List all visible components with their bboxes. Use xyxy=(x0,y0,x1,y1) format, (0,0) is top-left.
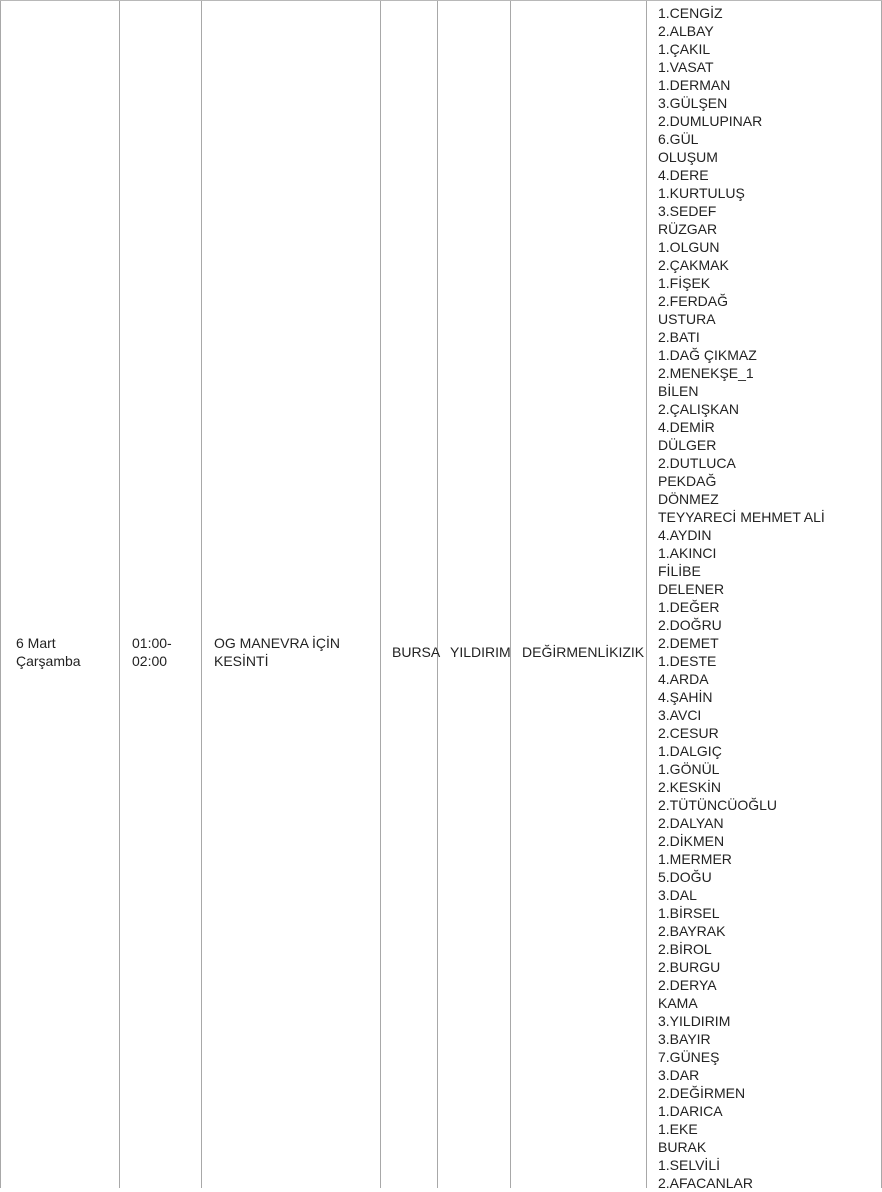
column-divider xyxy=(437,1,438,1188)
street-item: 2.BATI xyxy=(658,329,700,345)
street-item: 5.DOĞU xyxy=(658,869,712,885)
street-item: KAMA xyxy=(658,995,698,1011)
column-divider xyxy=(119,1,120,1188)
street-item: 3.AVCI xyxy=(658,707,702,723)
street-item: 3.SEDEF xyxy=(658,203,717,219)
column-divider xyxy=(510,1,511,1188)
date-day: 6 Mart xyxy=(16,635,56,651)
street-item: 3.DAL xyxy=(658,887,697,903)
column-divider xyxy=(380,1,381,1188)
street-item: 1.DAĞ ÇIKMAZ xyxy=(658,347,757,363)
street-item: USTURA xyxy=(658,311,716,327)
street-item: 2.DUTLUCA xyxy=(658,455,736,471)
street-item: DELENER xyxy=(658,581,725,597)
street-item: PEKDAĞ xyxy=(658,473,717,489)
street-item: 1.FİŞEK xyxy=(658,275,711,291)
reason-line-2: KESİNTİ xyxy=(214,653,269,669)
street-item: 2.BİROL xyxy=(658,941,712,957)
street-item: 2.ALBAY xyxy=(658,23,714,39)
street-item: 6.GÜL xyxy=(658,131,699,147)
street-item: 1.AKINCI xyxy=(658,545,717,561)
date-weekday: Çarşamba xyxy=(16,653,81,669)
street-item: 3.DAR xyxy=(658,1067,700,1083)
street-item: 4.DERE xyxy=(658,167,709,183)
street-item: 2.DEMET xyxy=(658,635,719,651)
street-item: 2.DEĞİRMEN xyxy=(658,1085,746,1101)
city-cell: BURSA xyxy=(392,644,441,660)
time-cell xyxy=(132,634,192,670)
time-end: 02:00 xyxy=(132,653,168,669)
column-divider xyxy=(201,1,202,1188)
street-item: FİLİBE xyxy=(658,563,701,579)
neighborhood-cell: DEĞİRMENLİKIZIK xyxy=(522,644,645,660)
street-item: 2.FERDAĞ xyxy=(658,293,729,309)
street-item: 2.MENEKŞE_1 xyxy=(658,365,754,381)
reason-line-1: OG MANEVRA İÇİN xyxy=(214,635,341,651)
street-item: 1.DESTE xyxy=(658,653,717,669)
street-item: 1.SELVİLİ xyxy=(658,1157,721,1173)
street-item: 1.GÖNÜL xyxy=(658,761,720,777)
district-cell: YILDIRIM xyxy=(450,644,511,660)
street-item: 2.DUMLUPINAR xyxy=(658,113,763,129)
street-item: 1.DARICA xyxy=(658,1103,723,1119)
street-item: 2.KESKİN xyxy=(658,779,722,795)
street-item: 2.ÇALIŞKAN xyxy=(658,401,739,417)
street-item: 1.BİRSEL xyxy=(658,905,720,921)
street-item: 4.ARDA xyxy=(658,671,709,687)
date-cell xyxy=(16,634,111,670)
time-start: 01:00- xyxy=(132,635,172,651)
street-item: OLUŞUM xyxy=(658,149,718,165)
street-item: BİLEN xyxy=(658,383,699,399)
column-divider xyxy=(646,1,647,1188)
street-item: 1.MERMER xyxy=(658,851,732,867)
street-item: 1.VASAT xyxy=(658,59,714,75)
reason-cell xyxy=(214,634,374,670)
street-item: 1.DALGIÇ xyxy=(658,743,722,759)
street-item: 2.TÜTÜNCÜOĞLU xyxy=(658,797,778,813)
street-item: 3.GÜLŞEN xyxy=(658,95,728,111)
street-item: 2.DOĞRU xyxy=(658,617,722,633)
street-item: 2.BAYRAK xyxy=(658,923,726,939)
street-item: 1.KURTULUŞ xyxy=(658,185,745,201)
street-item: 3.BAYIR xyxy=(658,1031,711,1047)
street-item: 1.EKE xyxy=(658,1121,698,1137)
street-item: RÜZGAR xyxy=(658,221,718,237)
street-item: 1.OLGUN xyxy=(658,239,720,255)
street-item: BURAK xyxy=(658,1139,707,1155)
street-list xyxy=(658,4,878,1192)
street-item: 1.CENGİZ xyxy=(658,5,723,21)
street-item: 2.CESUR xyxy=(658,725,719,741)
street-item: 1.DEĞER xyxy=(658,599,720,615)
street-item: 4.DEMİR xyxy=(658,419,715,435)
street-item: 3.YILDIRIM xyxy=(658,1013,731,1029)
street-item: 2.DALYAN xyxy=(658,815,724,831)
street-item: 2.AFACANLAR xyxy=(658,1175,753,1191)
street-item: 2.BURGU xyxy=(658,959,721,975)
street-item: 2.DİKMEN xyxy=(658,833,725,849)
street-item: 2.DERYA xyxy=(658,977,717,993)
street-item: 1.ÇAKIL xyxy=(658,41,711,57)
street-item: 1.DERMAN xyxy=(658,77,731,93)
street-item: TEYYARECİ MEHMET ALİ xyxy=(658,509,825,525)
street-item: 7.GÜNEŞ xyxy=(658,1049,720,1065)
column-divider xyxy=(0,1,1,1188)
street-item: DÖNMEZ xyxy=(658,491,719,507)
street-item: 2.ÇAKMAK xyxy=(658,257,729,273)
street-item: DÜLGER xyxy=(658,437,717,453)
street-item: 4.ŞAHİN xyxy=(658,689,713,705)
street-item: 4.AYDIN xyxy=(658,527,712,543)
